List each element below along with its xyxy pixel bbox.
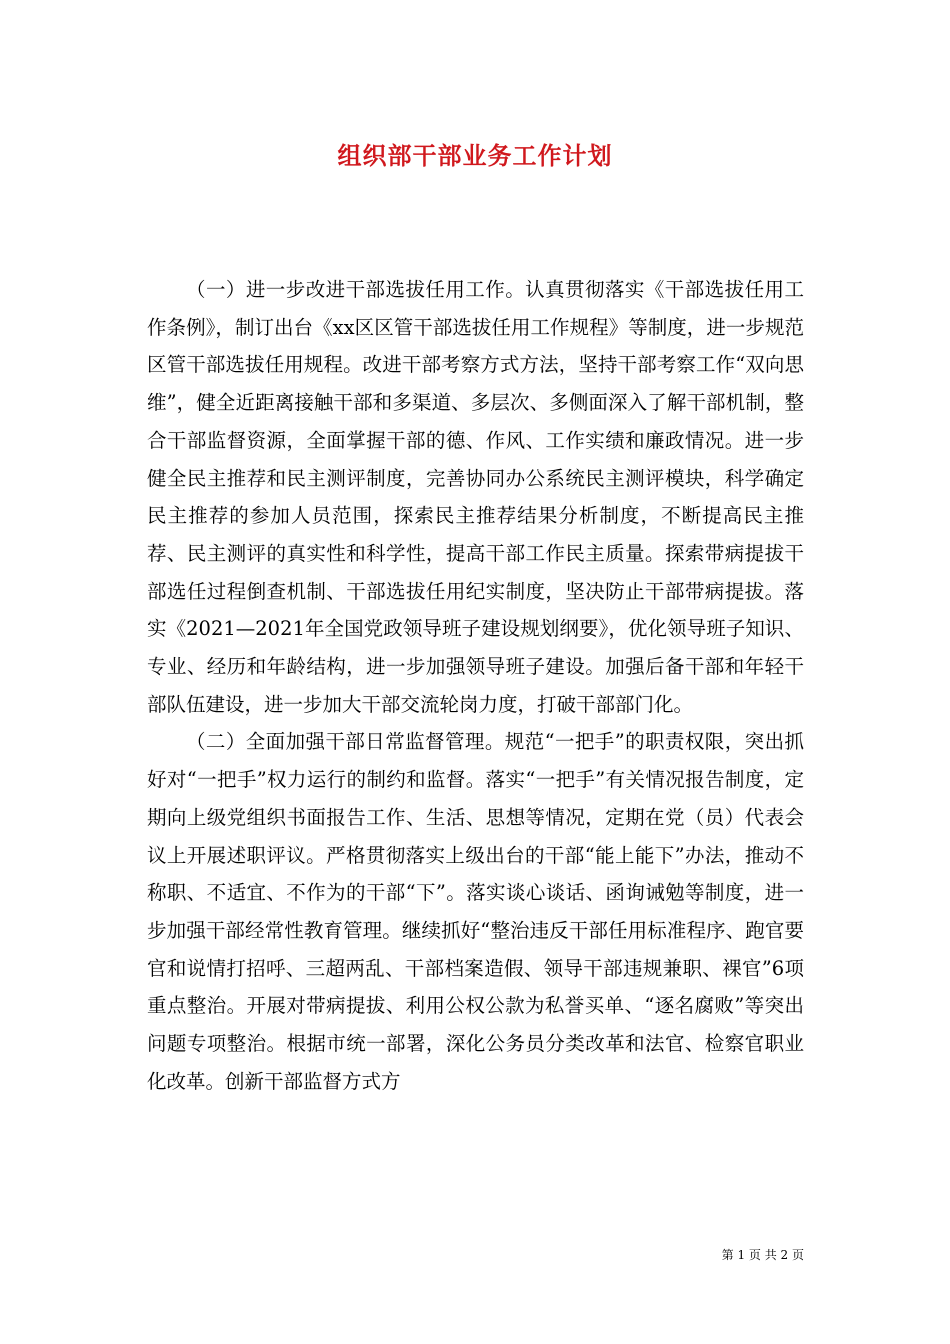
paragraph-1: （一）进一步改进干部选拔任用工作。认真贯彻落实《干部选拔任用工作条例》，制订出台《xx区区管干部选拔任用工作规程》等制度，进一步规范区管干部选拔任用规程。改进干部考察方式方法，坚持干部考察工作“双向思维”，健全近距离接触干部和多渠道、多层次、多侧面深入了解干部机制，整合干部监督资源，全面掌握干部的德、作风、工作实绩和廉政情况。进一步健全民主推荐和民主测评制度，完善协同办公系统民主测评模块，科学确定民主推荐的参加人员范围，探索民主推荐结果分析制度，不断提高民主推荐、民主测评的真实性和科学性，提高干部工作民主质量。探索带病提拔干部选任过程倒查机制、干部选拔任用纪实制度，坚决防止干部带病提拔。落实《2021—2021年全国党政领导班子建设规划纲要》，优化领导班子知识、专业、经历和年龄结构，进一步加强领导班子建设。加强后备干部和年轻干部队伍建设，进一步加大干部交流轮岗力度，打破干部部门化。	[147, 278, 804, 716]
page-number: 第 1 页 共 2 页	[721, 1248, 804, 1262]
page-title: 组织部干部业务工作计划	[337, 141, 613, 170]
paragraph-2: （二）全面加强干部日常监督管理。规范“一把手”的职责权限，突出抓好对“一把手”权力运行的制约和监督。落实“一把手”有关情况报告制度，定期向上级党组织书面报告工作、生活、思想等情况，定期在党（员）代表会议上开展述职评议。严格贯彻落实上级出台的干部“能上能下”办法，推动不称职、不适宜、不作为的干部“下”。落实谈心谈话、函询诫勉等制度，进一步加强干部经常性教育管理。继续抓好“整治违反干部任用标准程序、跑官要官和说情打招呼、三超两乱、干部档案造假、领导干部违规兼职、裸官”6项重点整治。开展对带病提拔、利用公权公款为私誉买单、“逐名腐败”等突出问题专项整治。根据市统一部署，深化公务员分类改革和法官、检察官职业化改革。创新干部监督方式方	[147, 730, 804, 1093]
document-body	[147, 271, 804, 1100]
